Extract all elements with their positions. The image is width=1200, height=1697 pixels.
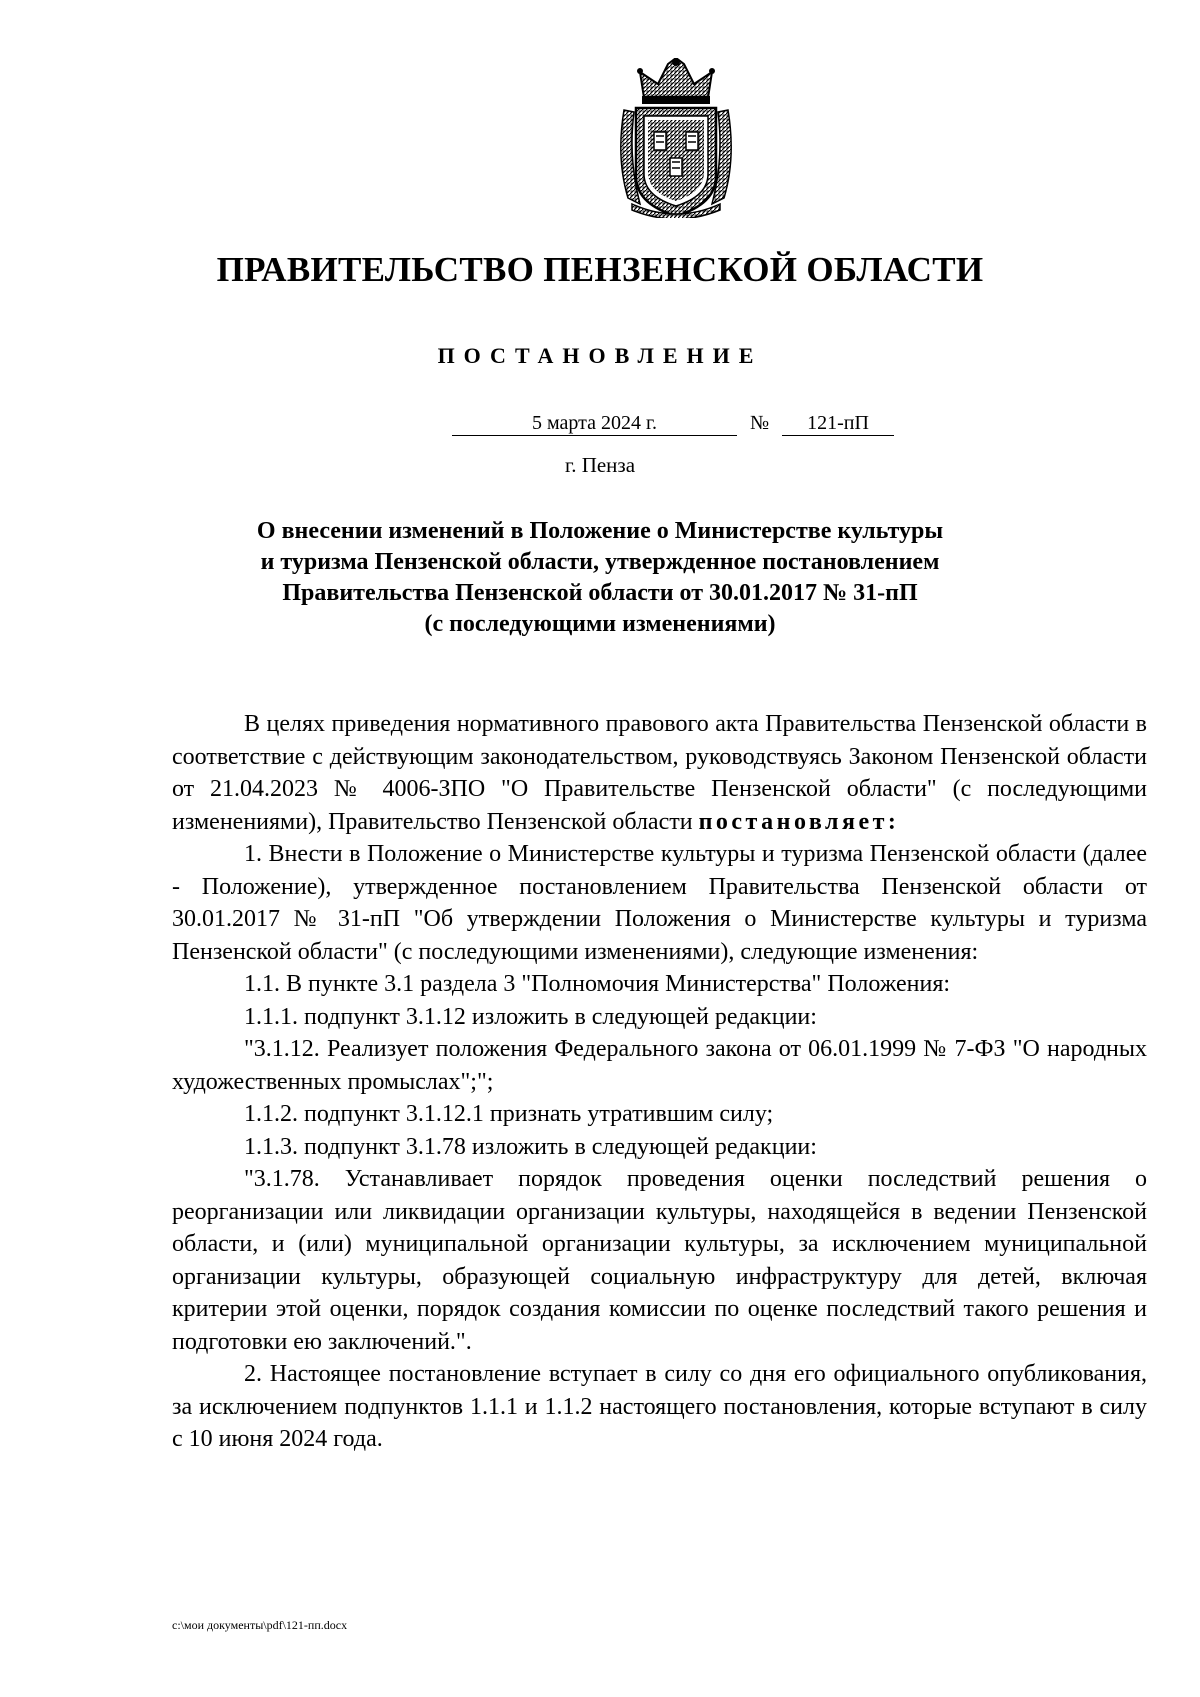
document-body [172,708,1147,1456]
document-subject [200,516,1000,640]
preamble-paragraph [172,708,1147,838]
coat-of-arms-emblem [610,58,742,218]
paragraph-1-1: 1.1. В пункте 3.1 раздела 3 "Полномочия Министерства" Положения: [244,971,951,997]
date-number-line [0,412,1200,442]
paragraph-1: 1. Внести в Положение о Министерстве культуры и туризма Пензенской области (далее - Положение), утвержденное постановлением Правительства Пензенской области от 30.01.2017 № 31-пП "Об утверждении Положения о Министерстве культуры и туризма Пензенской области" (с последующими изменениями), следующие изменения: [172,841,1147,965]
document-date: 5 марта 2024 г. [452,412,737,436]
paragraph-2: 2. Настоящее постановление вступает в силу со дня его официального опубликования, за исключением подпунктов 1.1.1 и 1.1.2 настоящего постановления, которые вступают в силу с 10 июня 2024 года. [172,1361,1147,1452]
government-name: ПРАВИТЕЛЬСТВО ПЕНЗЕНСКОЙ ОБЛАСТИ [216,250,984,289]
preamble-text: В целях приведения нормативного правового акта Правительства Пензенской области в соответствие с действующим законодательством, руководствуясь Законом Пензенской области от 21.04.2023 № 4006-ЗПО "О Правительстве Пензенской области" (с последующими изменениями), Правительство Пензенской области [172,711,1147,835]
subject-line: Правительства Пензенской области от 30.01.2017 № 31-пП [282,580,918,606]
file-path-footer: c:\мои документы\pdf\121-пп.docx [172,1618,348,1632]
document-number: 121-пП [782,412,894,436]
subject-line: О внесении изменений в Положение о Министерстве культуры [256,518,944,544]
paragraph-1-1-3: 1.1.3. подпункт 3.1.78 изложить в следующей редакции: [244,1133,817,1160]
paragraph-1-1-1-text: "3.1.12. Реализует положения Федерального закона от 06.01.1999 № 7-ФЗ "О народных художественных промыслах";"; [172,1036,1147,1095]
city: г. Пенза [564,453,636,477]
subject-line: (с последующими изменениями) [424,611,776,637]
number-sign: № [750,412,770,434]
decrees-word: постановляет: [698,808,900,835]
subject-line: и туризма Пензенской области, утвержденное постановлением [260,549,940,575]
paragraph-1-1-3-text: "3.1.78. Устанавливает порядок проведения оценки последствий решения о реорганизации или ликвидации организации культуры, находящейся в ведении Пензенской области, и (или) муниципальной организации культуры, за исключением муниципальной организации культуры, образующей социальную инфраструктуру для детей, включая критерии этой оценки, порядок создания комиссии по оценке последствий такого решения и подготовки ею заключений.". [172,1166,1147,1355]
paragraph-1-1-1: 1.1.1. подпункт 3.1.12 изложить в следующей редакции: [244,1003,817,1030]
paragraph-1-1-2: 1.1.2. подпункт 3.1.12.1 признать утратившим силу; [244,1101,774,1127]
document-type: ПОСТАНОВЛЕНИЕ [437,343,763,368]
